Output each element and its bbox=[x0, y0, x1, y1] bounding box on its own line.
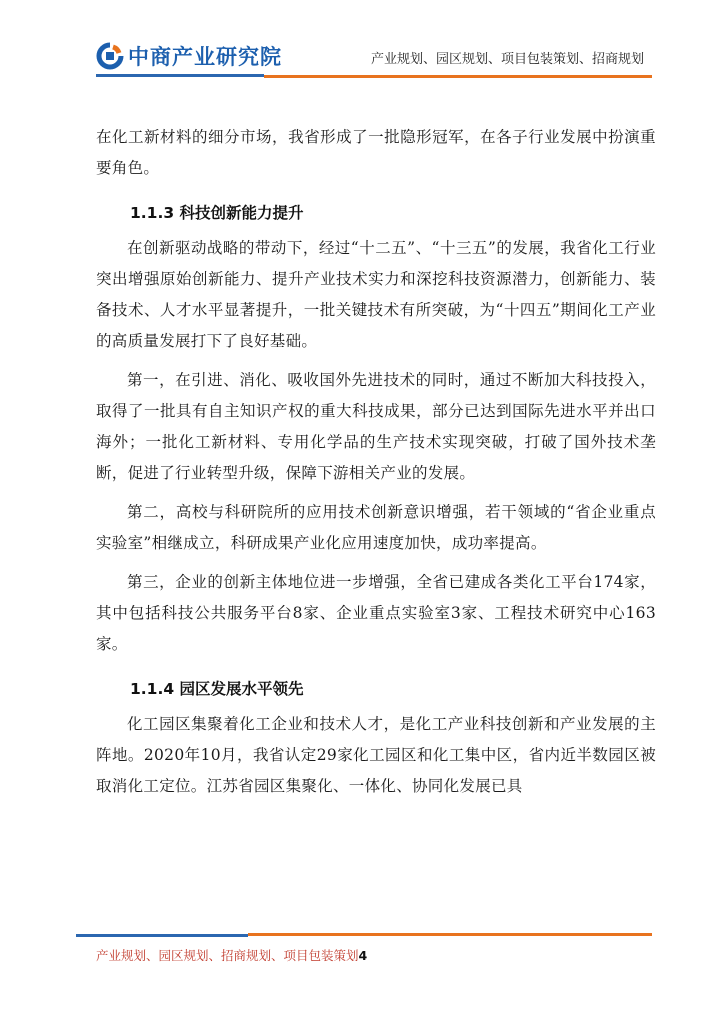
header-tagline: 产业规划、园区规划、项目包装策划、招商规划 bbox=[370, 52, 644, 67]
footer-divider-orange bbox=[248, 933, 652, 936]
footer-tagline: 产业规划、园区规划、招商规划、项目包装策划 bbox=[96, 948, 359, 963]
logo-text: 中商产业研究院 bbox=[128, 45, 282, 69]
paragraph-second: 第二，高校与科研院所的应用技术创新意识增强，若干领域的“省企业重点实验室”相继成立，科研成果产业化应用速度加快，成功率提高。 bbox=[96, 503, 656, 552]
section-heading-1-1-4: 1.1.4 园区发展水平领先 bbox=[130, 680, 304, 698]
header-divider-orange bbox=[264, 75, 652, 78]
footer-divider-blue bbox=[76, 934, 248, 937]
page-number: 4 bbox=[358, 948, 368, 963]
paragraph-third: 第三，企业的创新主体地位进一步增强，全省已建成各类化工平台174家，其中包括科技公共服务平台8家、企业重点实验室3家、工程技术研究中心163家。 bbox=[96, 573, 656, 653]
header-divider-blue bbox=[96, 74, 264, 77]
page-header bbox=[0, 0, 724, 82]
paragraph-first: 第一，在引进、消化、吸收国外先进技术的同时，通过不断加大科技投入，取得了一批具有自主知识产权的重大科技成果，部分已达到国际先进水平并出口海外；一批化工新材料、专用化学品的生产技术实现突破，打破了国外技术垄断，促进了行业转型升级，保障下游相关产业的发展。 bbox=[96, 371, 656, 482]
paragraph-continuation: 在化工新材料的细分市场，我省形成了一批隐形冠军，在各子行业发展中扮演重要角色。 bbox=[96, 128, 656, 177]
section-heading-1-1-3: 1.1.3 科技创新能力提升 bbox=[130, 204, 304, 222]
logo-icon bbox=[96, 42, 124, 70]
paragraph-innovation-intro: 在创新驱动战略的带动下，经过“十二五”、“十三五”的发展，我省化工行业突出增强原始创新能力、提升产业技术实力和深挖科技资源潜力，创新能力、装备技术、人才水平显著提升，一批关键技术有所突破，为“十四五”期间化工产业的高质量发展打下了良好基础。 bbox=[96, 239, 656, 350]
page-footer bbox=[96, 946, 367, 964]
paragraph-parks: 化工园区集聚着化工企业和技术人才，是化工产业科技创新和产业发展的主阵地。2020年10月，我省认定29家化工园区和化工集中区，省内近半数园区被取消化工定位。江苏省园区集聚化、一体化、协同化发展已具 bbox=[96, 715, 656, 795]
document-body bbox=[96, 122, 656, 802]
logo bbox=[96, 40, 282, 72]
